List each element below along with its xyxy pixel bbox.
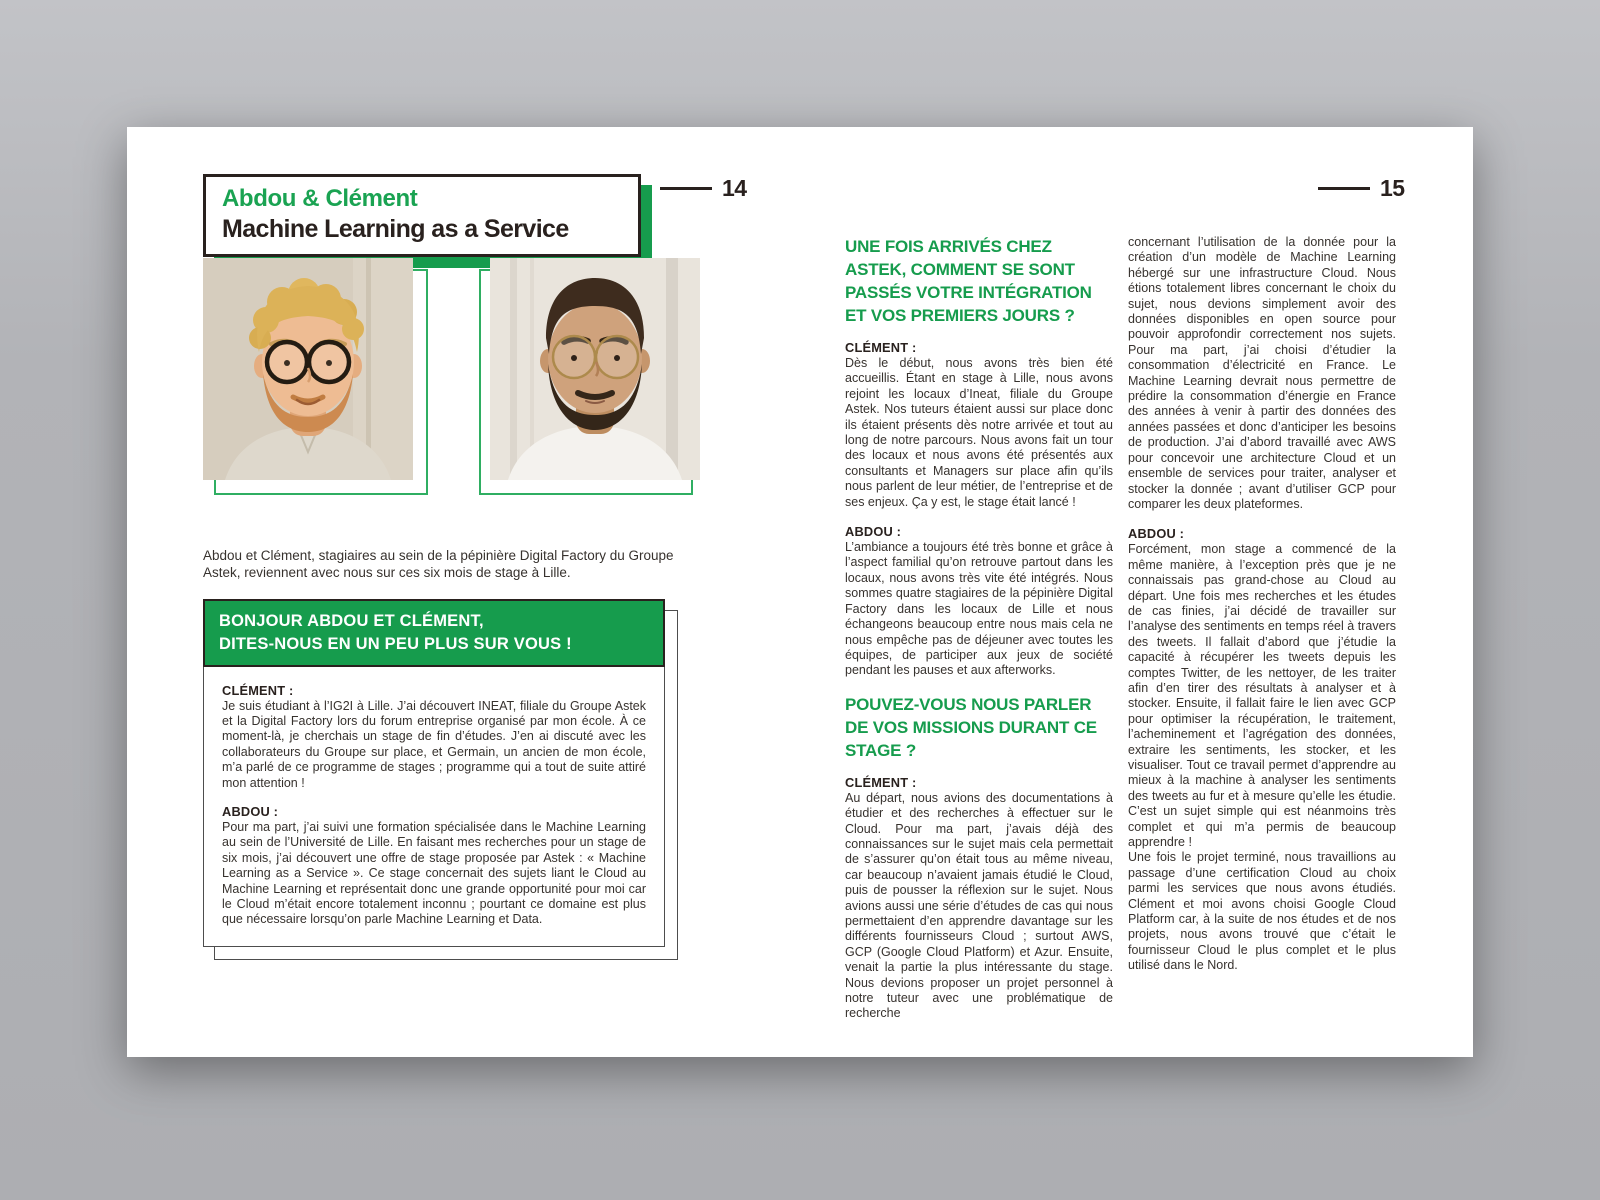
portrait-clement-photo — [203, 258, 413, 480]
interview-entry — [222, 804, 646, 928]
answer-text: Une fois le projet terminé, nous travaillions au passage d’une certification Cloud au choix parmi les services que nous avons étudiés. Clément et moi avons choisi Google Cloud Platform car, à la suite de nos études et de nos projets, nous avons trouvé que c’était le fournisseur Cloud le plus complet et le plus utilisé dans le Nord. — [1128, 850, 1396, 973]
banner-line-2: DITES-NOUS EN UN PEU PLUS SUR VOUS ! — [219, 634, 572, 653]
interview-card — [203, 599, 665, 947]
interview-entry-continuation — [1128, 235, 1396, 512]
page-number-rule — [660, 187, 712, 190]
answer-text: L’ambiance a toujours été très bonne et grâce à l’aspect familial qu’on retrouve partout dans les locaux, nous avons très vite été intégrés. Nous sommes quatre stagiaires de la pépinière Digital Factory dans les locaux de Lille et nous échangeons beaucoup entre nous mais cela ne nous empêche pas de déjeuner avec toutes les équipes, de participer aux jeux de société pendant les pauses et aux afterworks. — [845, 540, 1113, 678]
answer-text: Dès le début, nous avons très bien été accueillis. Étant en stage à Lille, nous avons rejoint les locaux d’Ineat, filiale du Groupe Astek. Nos tuteurs étaient aussi sur place donc ils étaient présents dès notre arrivée et tout au long de notre parcours. Nous avons fait un tour des locaux et nous avons été présentés aux consultants et Managers sur place afin qu’ils nous parlent de leur métier, de l’entreprise et de ses enjeux. Ça y est, le stage était lancé ! — [845, 356, 1113, 509]
magazine-spread — [127, 127, 1473, 1057]
article-title-box — [203, 174, 641, 257]
interview-entry — [845, 775, 1113, 1022]
question-heading: UNE FOIS ARRIVÉS CHEZ ASTEK, COMMENT SE SONT PASSÉS VOTRE INTÉGRATION ET VOS PREMIERS JOURS ? — [845, 237, 1092, 325]
page-number-14 — [660, 175, 747, 202]
answer-text: Pour ma part, j’ai suivi une formation spécialisée dans le Machine Learning au sein de l’Université de Lille. En faisant mes recherches pour un stage de six mois, j’ai découvert une offre de stage proposée par Astek : « Machine Learning as a Service ». Ce stage concernait des sujets liant le Cloud au Machine Learning et représentait donc une grande opportunité pour moi car le Cloud m’était encore totalement inconnu ; pourtant ce domaine est plus que nécessaire lorsqu’on parle Machine Learning et Data. — [222, 819, 646, 927]
portrait-abdou-photo — [490, 258, 700, 480]
interview-entry — [1128, 526, 1396, 973]
banner-line-1: BONJOUR ABDOU ET CLÉMENT, — [219, 612, 484, 630]
article-intro: Abdou et Clément, stagiaires au sein de la pépinière Digital Factory du Groupe Astek, reviennent avec nous sur ces six mois de stage à Lille. — [203, 547, 674, 581]
speaker-label: ABDOU : — [1128, 526, 1185, 542]
article-title-subject: Machine Learning as a Service — [222, 214, 569, 243]
answer-text: Forcément, mon stage a commencé de la même manière, à l’exception près que je ne connaissais pas grand-chose au Cloud au départ. Une fois mes recherches et les études de cas finies, j’ai décidé de travailler sur l’analyse des sentiments en temps réel à travers des tweets. Il fallait d’abord que j’étudie la capacité à récupérer les tweets depuis les comptes Twitter, de les nettoyer, de les traiter afin d’en tirer des résultats à analyser et à stocker. Ensuite, il fallait faire le lien avec GCP pour optimiser la récupération, le traitement, l’acheminement et l’agrégation des données, extraire les sentiments, les stocker, et les visualiser. Tout ce travail permet d’apprendre au mieux à la machine à analyser les sentiments des tweets au fur et à mesure qu’elle les étudie. C’est un sujet simple qui est néanmoins très complet et qui m’a permis de beaucoup apprendre ! — [1128, 542, 1396, 850]
article-column-2 — [1128, 235, 1396, 988]
speaker-label: ABDOU : — [222, 803, 279, 819]
answer-text: Au départ, nous avions des documentations à étudier et des recherches à effectuer sur le Cloud. Pour ma part, j’avais déjà des connaissances sur le sujet mais cela permettait de s’assurer qu’on était tous au même niveau, car beaucoup n’avaient jamais étudié le Cloud, puis de pousser la réflexion sur le sujet. Nous avions aussi une série d’études de cas qui nous permettaient d’en apprendre davantage sur les différents fournisseurs Cloud ; surtout AWS, GCP (Google Cloud Platform) et Azur. Ensuite, venait la partie la plus intéressante du stage. Nous devions proposer un projet personnel à notre tuteur avec une problématique de recherche — [845, 790, 1113, 1021]
page-number-15 — [1318, 175, 1405, 202]
interview-card-body — [203, 667, 665, 947]
speaker-label: CLÉMENT : — [845, 774, 917, 790]
page-number-label: 15 — [1380, 175, 1405, 201]
speaker-label: CLÉMENT : — [845, 340, 917, 355]
speaker-label: CLÉMENT : — [222, 682, 294, 698]
portrait-abdou-illustration — [490, 258, 700, 480]
answer-text: Je suis étudiant à l’IG2I à Lille. J’ai découvert INEAT, filiale du Groupe Astek et la Digital Factory lors du forum entreprise organisé par mon école. À ce moment-là, je cherchais un stage de fin d’études. J’en ai discuté avec les collaborateurs du Groupe sur place, et Germain, un ancien de mon école, m’a parlé de ce programme de stages ; programme qui a tout de suite attiré mon attention ! — [222, 698, 646, 790]
speaker-label: ABDOU : — [845, 524, 902, 540]
portrait-clement-illustration — [203, 258, 413, 480]
page-number-label: 14 — [722, 175, 747, 201]
article-column-1 — [845, 235, 1113, 1036]
interview-entry — [845, 340, 1113, 510]
answer-text: concernant l’utilisation de la donnée pour la création d’un modèle de Machine Learning hébergé sur une infrastructure Cloud. Nous étions totalement libres concernant le choix du sujet, nous devions simplement avoir des données disponibles en open source pour pouvoir approfondir correctement nos sujets. Pour ma part, j’ai choisi d’étudier la consommation d’électricité en France. Le Machine Learning devrait nous permettre de prédire la consommation d’énergie en France des années à venir à partir des données des années passées et donc d’anticiper les besoins de production. J’ai d’abord travaillé avec AWS pour concevoir une architecture Cloud et un ensemble de services pour traiter, analyser et stocker la donnée ; avant d’utiliser GCP pour comparer les deux plateformes. — [1128, 235, 1396, 511]
question-heading: POUVEZ-VOUS NOUS PARLER DE VOS MISSIONS DURANT CE STAGE ? — [845, 694, 1097, 760]
interview-entry — [845, 524, 1113, 679]
article-title-names: Abdou & Clément — [222, 185, 418, 212]
interview-question-banner — [203, 599, 665, 667]
interview-entry — [222, 683, 646, 791]
page-number-rule — [1318, 187, 1370, 190]
